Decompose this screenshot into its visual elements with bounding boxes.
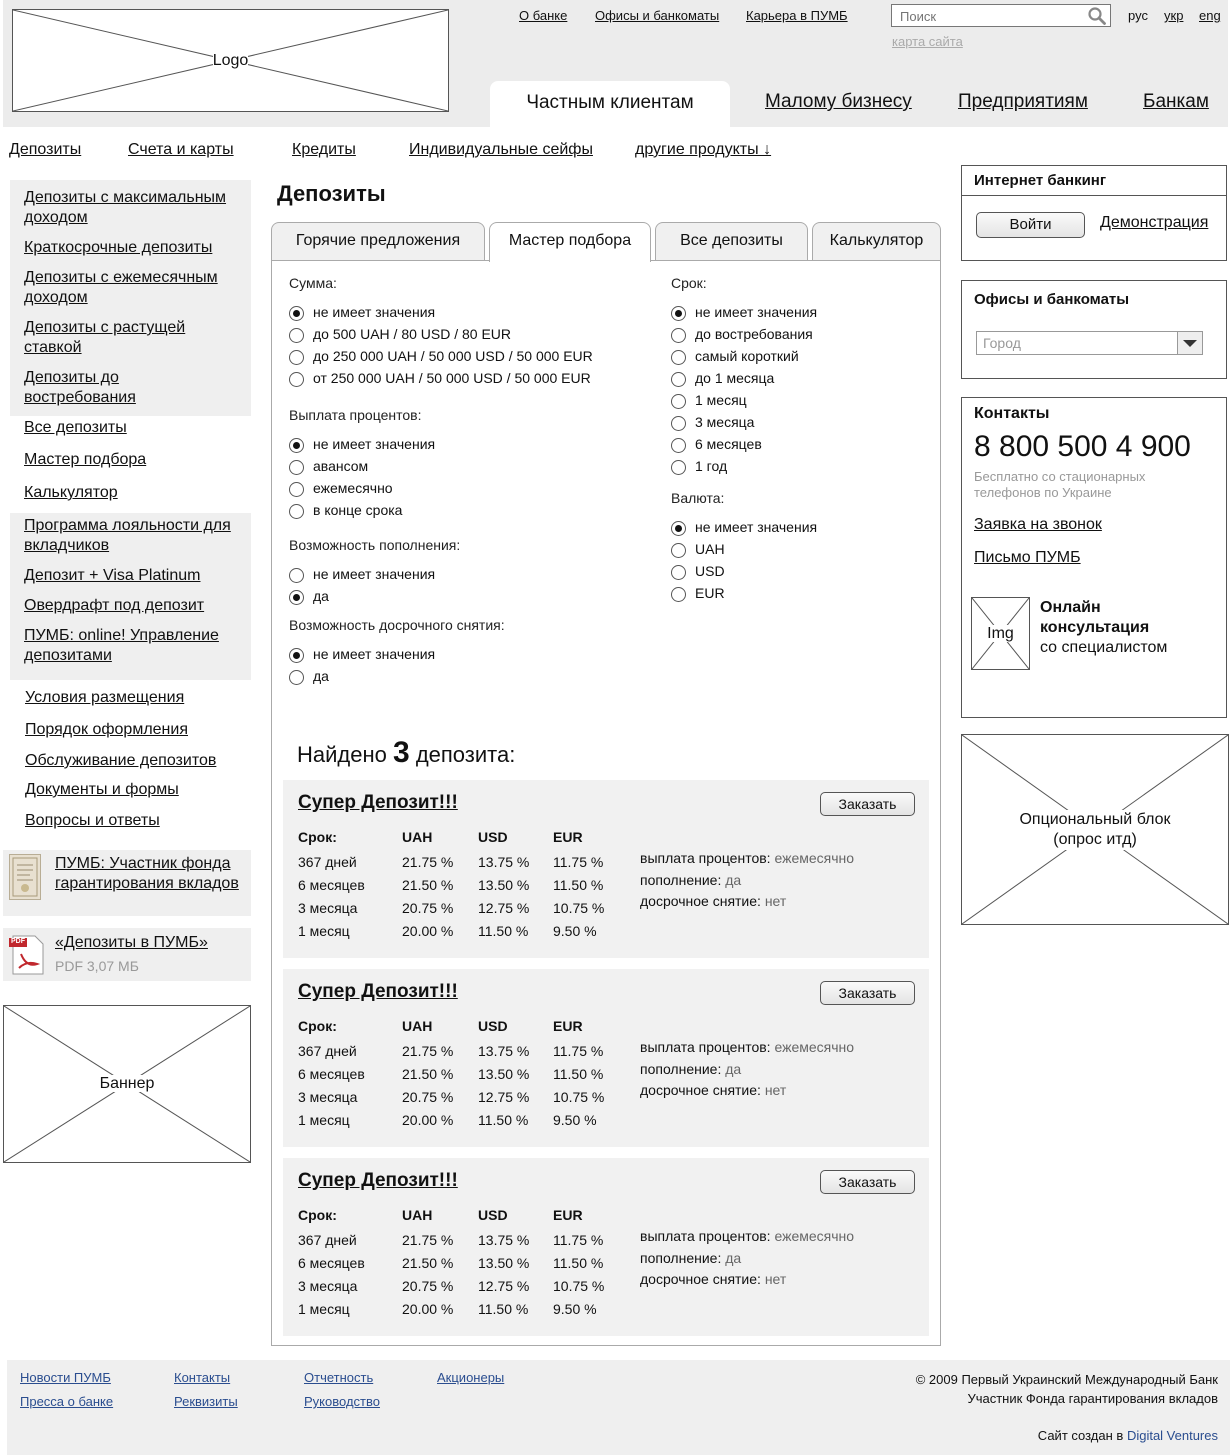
filter-topup	[289, 537, 659, 617]
condition-label: выплата процентов:	[640, 1039, 771, 1055]
rates-cell: 11.50 %	[478, 922, 529, 939]
demo-link[interactable]: Демонстрация	[1100, 214, 1209, 231]
contacts-title: Контакты	[974, 405, 1050, 422]
radio-option[interactable]	[289, 433, 659, 455]
rates-cell: 20.00 %	[402, 1111, 454, 1128]
leftnav-item-documents[interactable]: Документы и формы	[25, 781, 179, 798]
rates-table	[298, 1202, 633, 1320]
rates-cell: 13.75 %	[478, 853, 530, 870]
deposit-card	[283, 969, 929, 1147]
rates-cell: 3 месяца	[298, 899, 358, 916]
deposit-title[interactable]: Супер Депозит!!!	[298, 981, 458, 1002]
footer-link-shareholders[interactable]: Акционеры	[437, 1370, 505, 1385]
radio-option[interactable]	[671, 516, 921, 538]
leftnav-item-all-deposits[interactable]: Все депозиты	[24, 419, 127, 436]
rates-cell: 9.50 %	[553, 1300, 597, 1317]
radio-option-label: 1 месяц	[695, 392, 747, 408]
tab-all-deposits-label: Все депозиты	[680, 232, 783, 249]
rates-cell: 9.50 %	[553, 1111, 597, 1128]
filter-currency-label: Валюта:	[671, 490, 725, 506]
leftnav-item-wizard[interactable]: Мастер подбора	[24, 451, 147, 468]
radio-button[interactable]	[289, 482, 304, 497]
banner[interactable]	[3, 1005, 251, 1163]
filter-term	[671, 275, 921, 490]
radio-option-label: 1 год	[695, 458, 728, 474]
condition-label: выплата процентов:	[640, 850, 771, 866]
banner-label: Баннер	[99, 1075, 155, 1092]
radio-button[interactable]	[671, 416, 686, 431]
tab-calculator-label: Калькулятор	[829, 232, 924, 249]
table-row	[298, 1085, 633, 1108]
deposit-card	[283, 1158, 929, 1336]
tab-wizard-label: Мастер подбора	[508, 232, 632, 249]
table-row	[298, 1274, 633, 1297]
radio-button[interactable]	[671, 521, 686, 536]
lang-ua[interactable]: укр	[1164, 8, 1184, 23]
radio-option[interactable]	[289, 345, 659, 367]
radio-option-label: не имеет значения	[313, 436, 436, 452]
radio-button[interactable]	[671, 328, 686, 343]
optional-block[interactable]	[961, 734, 1229, 925]
rates-header-cell: Срок:	[298, 829, 337, 845]
radio-option[interactable]	[289, 643, 659, 665]
rates-cell: 11.50 %	[553, 1065, 604, 1082]
rates-cell: 1 месяц	[298, 922, 350, 939]
radio-option[interactable]	[289, 477, 659, 499]
radio-option-label: от 250 000 UAH / 50 000 USD / 50 000 EUR	[313, 370, 591, 386]
subnav-accounts[interactable]: Счета и карты	[128, 141, 234, 158]
leftnav-item-overdraft[interactable]: Овердрафт под депозит	[24, 597, 205, 614]
radio-option[interactable]	[671, 301, 921, 323]
rates-cell: 11.50 %	[478, 1111, 529, 1128]
leftnav-item-monthly-income[interactable]: Депозиты с ежемесячным доходом	[24, 269, 218, 306]
radio-button[interactable]	[671, 350, 686, 365]
segment-tab-banks[interactable]: Банкам	[1143, 91, 1209, 112]
radio-button[interactable]	[671, 587, 686, 602]
rates-cell: 13.50 %	[478, 876, 530, 893]
radio-option-label: не имеет значения	[313, 646, 436, 662]
consultant-image	[971, 597, 1030, 670]
consultant-image-label: Img	[987, 624, 1014, 642]
condition-label: пополнение:	[640, 871, 722, 888]
radio-option-label: не имеет значения	[313, 566, 436, 582]
rates-header-cell: USD	[478, 1207, 508, 1223]
radio-button[interactable]	[289, 350, 304, 365]
radio-option-label: 6 месяцев	[695, 436, 762, 452]
sitemap-link[interactable]: карта сайта	[892, 34, 963, 49]
phone-note: Бесплатно со стационарных телефонов по Украине	[974, 469, 1146, 500]
leftnav-item-visa-platinum[interactable]: Депозит + Visa Platinum	[24, 567, 201, 584]
table-row	[298, 873, 633, 896]
rates-header-cell: Срок:	[298, 1018, 337, 1034]
leftnav-item-loyalty[interactable]: Программа лояльности для вкладчиков	[24, 517, 231, 554]
tab-wizard[interactable]	[489, 222, 651, 262]
rates-cell: 10.75 %	[553, 899, 605, 916]
online-consult-rest: со специалистом	[1040, 639, 1168, 656]
rates-cell: 21.50 %	[402, 876, 454, 893]
rates-cell: 13.50 %	[478, 1254, 530, 1271]
radio-option[interactable]	[671, 455, 921, 477]
tab-all-deposits[interactable]	[655, 222, 808, 260]
segment-tab-corporate[interactable]: Предприятиям	[958, 91, 1088, 112]
radio-option-label: не имеет значения	[695, 519, 818, 535]
order-button[interactable]: Заказать	[820, 981, 915, 1005]
footer	[7, 1360, 1230, 1455]
copyright-line2: Участник Фонда гарантирования вкладов	[967, 1391, 1218, 1406]
table-row	[298, 1228, 633, 1251]
leftnav-item-calculator[interactable]: Калькулятор	[24, 484, 118, 501]
rates-cell: 367 дней	[298, 1042, 357, 1059]
rates-cell: 367 дней	[298, 1231, 357, 1248]
rates-cell: 21.50 %	[402, 1065, 454, 1082]
radio-option[interactable]	[289, 665, 659, 687]
deposit-conditions	[640, 1037, 854, 1102]
rates-cell: 11.75 %	[553, 853, 604, 870]
order-button[interactable]: Заказать	[820, 792, 915, 816]
radio-button[interactable]	[671, 306, 686, 321]
condition-row	[640, 1059, 854, 1081]
rates-cell: 20.00 %	[402, 922, 454, 939]
radio-button[interactable]	[289, 460, 304, 475]
copyright-line1: © 2009 Первый Украинский Международный Банк	[915, 1372, 1218, 1387]
radio-option-label: самый короткий	[695, 348, 799, 364]
filter-early-withdrawal-label: Возможность досрочного снятия:	[289, 617, 505, 633]
segment-tab-private[interactable]	[490, 81, 730, 127]
rates-cell: 11.75 %	[553, 1042, 604, 1059]
condition-row	[640, 1248, 854, 1270]
radio-option[interactable]	[671, 389, 921, 411]
rates-cell: 20.75 %	[402, 899, 454, 916]
deposit-conditions	[640, 1226, 854, 1291]
copyright	[916, 1370, 1218, 1408]
top-link-career[interactable]: Карьера в ПУМБ	[746, 8, 848, 23]
footer-link-management[interactable]: Руководство	[304, 1394, 380, 1409]
radio-option[interactable]	[289, 323, 659, 345]
order-button[interactable]: Заказать	[820, 1170, 915, 1194]
condition-label: досрочное снятие:	[640, 1082, 761, 1098]
rates-cell: 10.75 %	[553, 1277, 605, 1294]
radio-option[interactable]	[671, 582, 921, 604]
condition-label: досрочное снятие:	[640, 893, 761, 909]
lang-en[interactable]: eng	[1199, 8, 1221, 23]
radio-option[interactable]	[289, 367, 659, 389]
subnav-safes[interactable]: Индивидуальные сейфы	[409, 141, 593, 158]
radio-option-label: до востребования	[695, 326, 813, 342]
filters-left	[289, 275, 659, 687]
rates-cell: 367 дней	[298, 853, 357, 870]
rates-cell: 6 месяцев	[298, 1065, 365, 1082]
condition-row	[640, 1226, 854, 1248]
deposit-card	[283, 780, 929, 958]
radio-option[interactable]	[671, 323, 921, 345]
condition-row	[640, 1269, 854, 1291]
radio-option-label: 3 месяца	[695, 414, 755, 430]
radio-option[interactable]	[289, 585, 659, 607]
subnav-deposits[interactable]: Депозиты	[9, 141, 82, 158]
lang-ru[interactable]: рус	[1128, 8, 1148, 23]
rates-cell: 10.75 %	[553, 1088, 605, 1105]
condition-label: пополнение:	[640, 1060, 722, 1077]
leftnav-item-short-term[interactable]: Краткосрочные депозиты	[24, 239, 213, 256]
condition-row	[640, 1037, 854, 1059]
filter-early-withdrawal	[289, 617, 659, 687]
offices-title: Офисы и банкоматы	[974, 291, 1130, 308]
rates-cell: 21.50 %	[402, 1254, 454, 1271]
leftnav-item-procedure[interactable]: Порядок оформления	[25, 721, 188, 738]
radio-option[interactable]	[671, 411, 921, 433]
rates-header-cell: UAH	[402, 1018, 433, 1034]
leftnav-item-service[interactable]: Обслуживание депозитов	[25, 752, 217, 769]
condition-label: досрочное снятие:	[640, 1271, 761, 1287]
rates-header-cell: UAH	[402, 829, 433, 845]
rates-header-cell: USD	[478, 829, 508, 845]
online-consult-bold: Онлайн консультация	[1040, 599, 1150, 636]
page-title: Депозиты	[277, 181, 386, 206]
table-row	[298, 850, 633, 873]
rates-cell: 20.00 %	[402, 1300, 454, 1317]
condition-value: ежемесячно	[774, 850, 855, 866]
condition-value: да	[725, 871, 742, 888]
online-consult-link[interactable]	[1040, 598, 1210, 658]
radio-button[interactable]	[671, 394, 686, 409]
rates-cell: 21.75 %	[402, 1231, 454, 1248]
rates-table	[298, 824, 633, 942]
rates-cell: 1 месяц	[298, 1111, 350, 1128]
radio-option[interactable]	[289, 455, 659, 477]
rates-cell: 13.75 %	[478, 1042, 530, 1059]
radio-button[interactable]	[671, 565, 686, 580]
tab-calculator[interactable]	[812, 222, 941, 260]
rates-header-cell: Срок:	[298, 1207, 337, 1223]
table-row	[298, 1108, 633, 1131]
fund-link[interactable]: ПУМБ: Участник фонда гарантирования вкладов	[55, 855, 239, 892]
radio-button[interactable]	[289, 504, 304, 519]
search-input[interactable]	[898, 5, 1092, 27]
radio-button[interactable]	[289, 328, 304, 343]
condition-row	[640, 1080, 854, 1102]
radio-option[interactable]	[671, 560, 921, 582]
rates-cell: 9.50 %	[553, 922, 597, 939]
radio-option[interactable]	[671, 345, 921, 367]
tab-hot-offers[interactable]	[271, 222, 485, 260]
table-row	[298, 896, 633, 919]
radio-button[interactable]	[671, 372, 686, 387]
pdf-icon	[7, 934, 47, 976]
rates-cell: 1 месяц	[298, 1300, 350, 1317]
rates-cell: 6 месяцев	[298, 876, 365, 893]
rates-header-cell: EUR	[553, 829, 583, 845]
filter-currency	[671, 490, 921, 604]
rates-cell: 11.50 %	[553, 876, 604, 893]
footer-link-reports[interactable]: Отчетность	[304, 1370, 374, 1385]
internet-banking-title: Интернет банкинг	[974, 172, 1107, 189]
table-row	[298, 919, 633, 942]
rates-cell: 11.50 %	[478, 1300, 529, 1317]
radio-option-label: до 500 UAH / 80 USD / 80 EUR	[313, 326, 512, 342]
segment-tab-private-label: Частным клиентам	[526, 92, 694, 113]
condition-value: ежемесячно	[774, 1039, 855, 1055]
condition-value: нет	[764, 893, 787, 909]
radio-button[interactable]	[289, 306, 304, 321]
leftnav-item-growing-rate[interactable]: Депозиты с растущей ставкой	[24, 319, 186, 356]
rates-cell: 20.75 %	[402, 1277, 454, 1294]
radio-option-label: до 250 000 UAH / 50 000 USD / 50 000 EUR	[313, 348, 593, 364]
pdf-link[interactable]: «Депозиты в ПУМБ»	[55, 934, 208, 951]
rates-cell: 11.50 %	[553, 1254, 604, 1271]
radio-option-label: UAH	[695, 541, 725, 557]
rates-cell: 3 месяца	[298, 1277, 358, 1294]
city-select[interactable]	[976, 331, 1203, 355]
radio-button[interactable]	[289, 670, 304, 685]
footer-link-requisites[interactable]: Реквизиты	[174, 1394, 238, 1409]
site-credit-prefix: Сайт создан в	[1037, 1428, 1124, 1443]
rates-header-row	[298, 824, 633, 850]
radio-button[interactable]	[671, 543, 686, 558]
site-credit-link[interactable]: Digital Ventures	[1126, 1428, 1218, 1443]
condition-value: нет	[764, 1082, 787, 1098]
radio-button[interactable]	[289, 590, 304, 605]
search-box	[891, 4, 1111, 27]
rates-header-cell: UAH	[402, 1207, 433, 1223]
search-icon[interactable]	[1088, 7, 1106, 25]
results-count: 3	[393, 736, 410, 769]
rates-header-row	[298, 1013, 633, 1039]
radio-option-label: не имеет значения	[313, 304, 436, 320]
radio-option-label: авансом	[313, 458, 369, 474]
rates-cell: 20.75 %	[402, 1088, 454, 1105]
footer-link-press[interactable]: Пресса о банке	[20, 1394, 114, 1409]
leftnav-item-max-income[interactable]: Депозиты с максимальным доходом	[24, 189, 227, 226]
radio-option[interactable]	[671, 433, 921, 455]
filter-interest-label: Выплата процентов:	[289, 407, 422, 423]
rates-cell: 12.75 %	[478, 1088, 530, 1105]
internet-banking-box	[961, 165, 1227, 261]
radio-button[interactable]	[289, 372, 304, 387]
footer-link-contacts[interactable]: Контакты	[174, 1370, 231, 1385]
rates-table	[298, 1013, 633, 1131]
table-row	[298, 1062, 633, 1085]
deposit-title[interactable]: Супер Депозит!!!	[298, 1170, 458, 1191]
radio-button[interactable]	[289, 648, 304, 663]
deposit-conditions	[640, 848, 854, 913]
radio-option[interactable]	[671, 538, 921, 560]
radio-option[interactable]	[671, 367, 921, 389]
rates-header-cell: USD	[478, 1018, 508, 1034]
pdf-icon-label: PDF	[11, 938, 25, 945]
top-link-about[interactable]: О банке	[519, 8, 568, 23]
condition-label: пополнение:	[640, 1249, 722, 1266]
rates-cell: 12.75 %	[478, 899, 530, 916]
table-row	[298, 1297, 633, 1320]
leftnav-item-on-demand[interactable]: Депозиты до востребования	[24, 369, 136, 406]
leftnav-item-faq[interactable]: Вопросы и ответы	[25, 812, 160, 829]
radio-option[interactable]	[289, 563, 659, 585]
footer-link-news[interactable]: Новости ПУМБ	[20, 1370, 111, 1385]
filter-interest	[289, 407, 659, 537]
rates-cell: 21.75 %	[402, 853, 454, 870]
radio-option[interactable]	[289, 499, 659, 521]
radio-button[interactable]	[289, 568, 304, 583]
rates-cell: 12.75 %	[478, 1277, 530, 1294]
filter-term-label: Срок:	[671, 275, 707, 291]
radio-option-label: в конце срока	[313, 502, 403, 518]
radio-option-label: да	[313, 668, 329, 684]
radio-option-label: да	[313, 588, 329, 604]
rates-cell: 11.75 %	[553, 1231, 604, 1248]
radio-option-label: USD	[695, 563, 725, 579]
radio-option-label: EUR	[695, 585, 725, 601]
radio-option-label: не имеет значения	[695, 304, 818, 320]
table-row	[298, 1251, 633, 1274]
radio-button[interactable]	[671, 460, 686, 475]
radio-option[interactable]	[289, 301, 659, 323]
filter-amount	[289, 275, 659, 407]
results-suffix: депозита:	[415, 742, 516, 767]
segment-tab-smb[interactable]: Малому бизнесу	[765, 91, 912, 112]
rates-cell: 6 месяцев	[298, 1254, 365, 1271]
condition-row	[640, 891, 854, 913]
radio-button[interactable]	[289, 438, 304, 453]
rates-cell: 3 месяца	[298, 1088, 358, 1105]
leftnav-item-online[interactable]: ПУМБ: online! Управление депозитами	[24, 627, 219, 664]
contacts-box	[961, 397, 1227, 718]
logo[interactable]	[12, 9, 449, 112]
table-row	[298, 1039, 633, 1062]
subnav-other[interactable]: другие продукты ↓	[635, 141, 772, 158]
condition-value: да	[725, 1060, 742, 1077]
rates-header-row	[298, 1202, 633, 1228]
condition-row	[640, 870, 854, 892]
condition-value: да	[725, 1249, 742, 1266]
subnav-credits[interactable]: Кредиты	[292, 141, 356, 158]
tab-hot-offers-label: Горячие предложения	[295, 232, 461, 249]
rates-header-cell: EUR	[553, 1207, 583, 1223]
condition-value: ежемесячно	[774, 1228, 855, 1244]
rates-cell: 21.75 %	[402, 1042, 454, 1059]
rates-header-cell: EUR	[553, 1018, 583, 1034]
rates-cell: 13.75 %	[478, 1231, 530, 1248]
pdf-meta: PDF 3,07 МБ	[55, 958, 139, 974]
letter-link[interactable]: Письмо ПУМБ	[974, 549, 1081, 566]
login-button[interactable]: Войти	[976, 212, 1085, 238]
optional-block-label: Опциональный блок (опрос итд)	[1005, 810, 1185, 850]
radio-option-label: до 1 месяца	[695, 370, 775, 386]
callback-link[interactable]: Заявка на звонок	[974, 516, 1102, 533]
filter-topup-label: Возможность пополнения:	[289, 537, 461, 553]
deposit-title[interactable]: Супер Депозит!!!	[298, 792, 458, 813]
offices-box	[961, 280, 1227, 379]
top-link-offices[interactable]: Офисы и банкоматы	[595, 8, 720, 23]
phone-number: 8 800 500 4 900	[974, 430, 1191, 463]
filters-right	[671, 275, 921, 604]
radio-option-label: ежемесячно	[313, 480, 393, 496]
rates-cell: 13.50 %	[478, 1065, 530, 1082]
leftnav-item-conditions[interactable]: Условия размещения	[25, 689, 185, 706]
results-heading	[297, 736, 515, 770]
condition-value: нет	[764, 1271, 787, 1287]
condition-label: выплата процентов:	[640, 1228, 771, 1244]
certificate-icon	[9, 854, 41, 900]
city-select-value: Город	[983, 335, 1021, 351]
filter-amount-label: Сумма:	[289, 275, 337, 291]
radio-button[interactable]	[671, 438, 686, 453]
condition-row	[640, 848, 854, 870]
logo-label: Logo	[212, 51, 249, 69]
site-credit	[1038, 1428, 1218, 1443]
chevron-down-icon[interactable]	[1177, 332, 1202, 354]
results-prefix: Найдено	[297, 742, 387, 767]
